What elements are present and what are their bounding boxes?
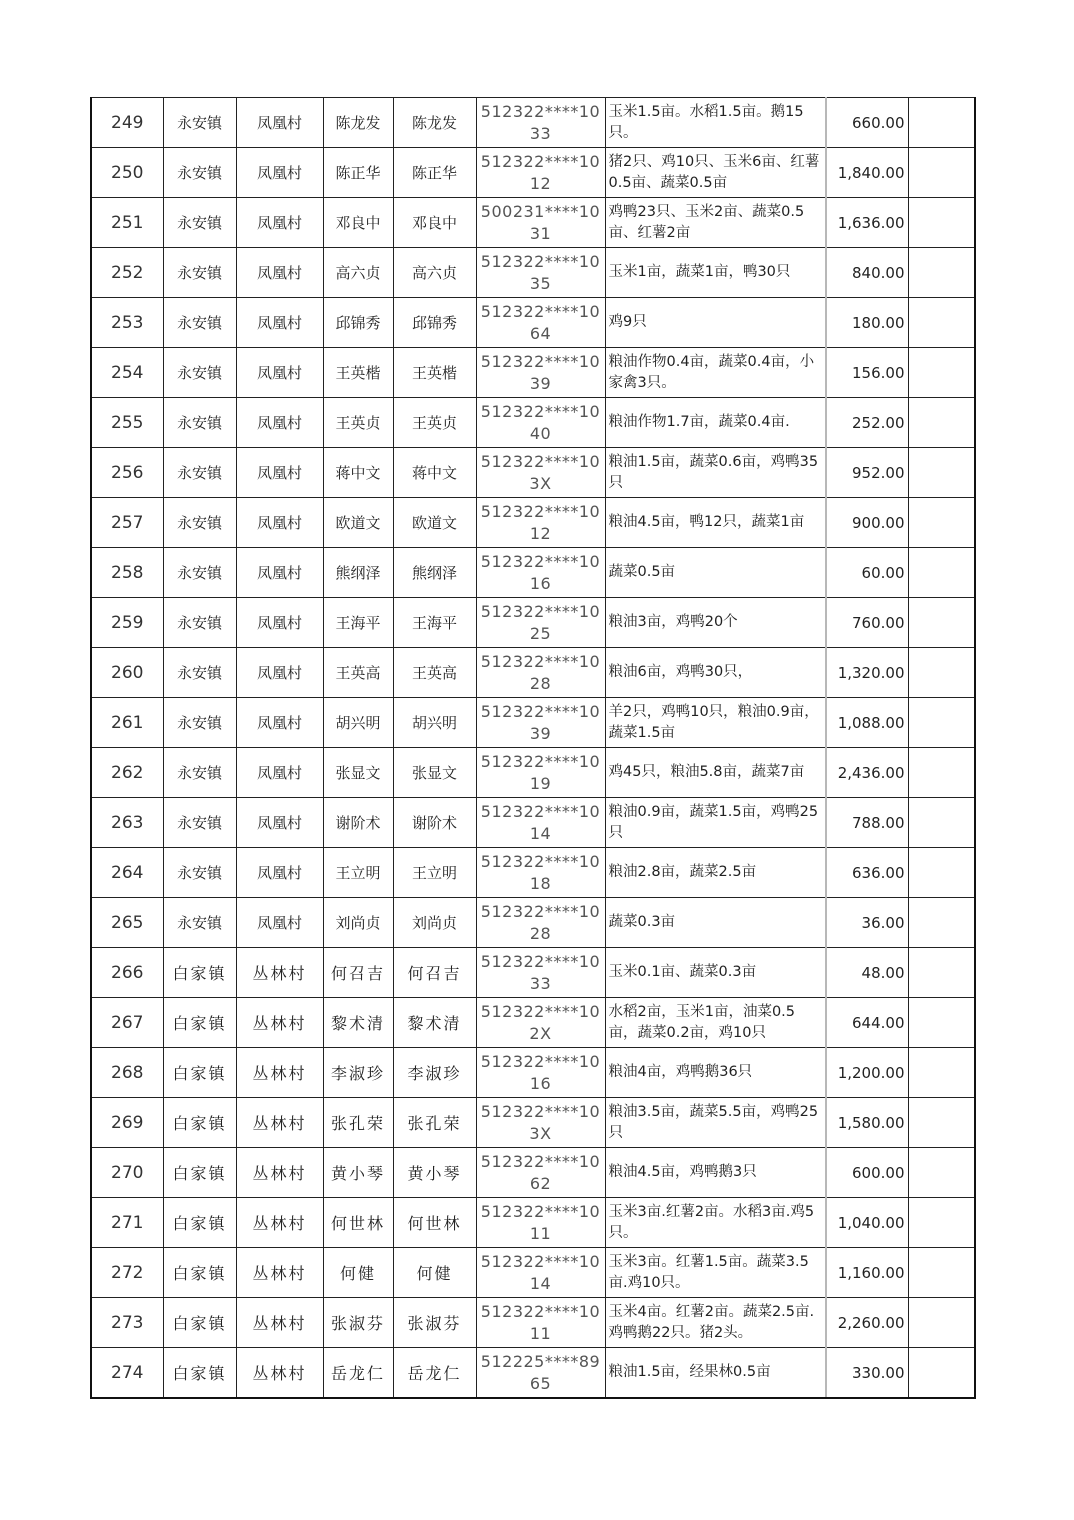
id-number-cell: 512225****8965	[476, 1348, 605, 1399]
name-cell: 熊纲泽	[323, 548, 393, 598]
description-cell: 蔬菜0.5亩	[605, 548, 826, 598]
table-row	[91, 648, 975, 698]
village-cell: 凤凰村	[236, 598, 323, 648]
town-cell: 白家镇	[163, 1148, 236, 1198]
description-cell: 粮油6亩，鸡鸭30只，	[605, 648, 826, 698]
name-cell: 王英楷	[323, 348, 393, 398]
village-cell: 丛林村	[236, 1348, 323, 1399]
table-row	[91, 148, 975, 198]
id-number-cell: 500231****1031	[476, 198, 605, 248]
village-cell: 丛林村	[236, 998, 323, 1048]
payee-cell: 谢阶术	[393, 798, 476, 848]
description-cell: 粮油作物1.7亩，蔬菜0.4亩.	[605, 398, 826, 448]
village-cell: 凤凰村	[236, 848, 323, 898]
description-cell: 鸡鸭23只、玉米2亩、蔬菜0.5亩、红薯2亩	[605, 198, 826, 248]
name-cell: 张孔荣	[323, 1098, 393, 1148]
name-cell: 黎术清	[323, 998, 393, 1048]
description-cell: 粮油3.5亩，蔬菜5.5亩，鸡鸭25只	[605, 1098, 826, 1148]
village-cell: 凤凰村	[236, 348, 323, 398]
town-cell: 白家镇	[163, 1248, 236, 1298]
amount-cell: 1,160.00	[826, 1248, 908, 1298]
id-number-cell: 512322****1039	[476, 698, 605, 748]
village-cell: 凤凰村	[236, 548, 323, 598]
table-row	[91, 798, 975, 848]
row-number-cell: 259	[91, 598, 163, 648]
amount-cell: 36.00	[826, 898, 908, 948]
id-number-cell: 512322****1040	[476, 398, 605, 448]
town-cell: 白家镇	[163, 1098, 236, 1148]
payee-cell: 何世林	[393, 1198, 476, 1248]
payee-cell: 张孔荣	[393, 1098, 476, 1148]
note-cell	[908, 1348, 975, 1399]
row-number-cell: 273	[91, 1298, 163, 1348]
payee-cell: 蒋中文	[393, 448, 476, 498]
payee-cell: 王立明	[393, 848, 476, 898]
village-cell: 丛林村	[236, 1148, 323, 1198]
village-cell: 凤凰村	[236, 498, 323, 548]
amount-cell: 180.00	[826, 298, 908, 348]
description-cell: 粮油1.5亩，蔬菜0.6亩，鸡鸭35只	[605, 448, 826, 498]
row-number-cell: 256	[91, 448, 163, 498]
row-number-cell: 257	[91, 498, 163, 548]
row-number-cell: 253	[91, 298, 163, 348]
payee-cell: 岳龙仁	[393, 1348, 476, 1399]
id-number-cell: 512322****1062	[476, 1148, 605, 1198]
town-cell: 永安镇	[163, 798, 236, 848]
table-row	[91, 748, 975, 798]
town-cell: 永安镇	[163, 398, 236, 448]
description-cell: 玉米3亩.红薯2亩。水稻3亩.鸡5只。	[605, 1198, 826, 1248]
amount-cell: 1,636.00	[826, 198, 908, 248]
payee-cell: 陈龙发	[393, 98, 476, 148]
note-cell	[908, 98, 975, 148]
payee-cell: 刘尚贞	[393, 898, 476, 948]
name-cell: 王英贞	[323, 398, 393, 448]
name-cell: 胡兴明	[323, 698, 393, 748]
note-cell	[908, 1048, 975, 1098]
village-cell: 丛林村	[236, 1098, 323, 1148]
note-cell	[908, 298, 975, 348]
description-cell: 玉米3亩。红薯1.5亩。蔬菜3.5亩.鸡10只。	[605, 1248, 826, 1298]
village-cell: 凤凰村	[236, 698, 323, 748]
village-cell: 凤凰村	[236, 198, 323, 248]
village-cell: 丛林村	[236, 1248, 323, 1298]
description-cell: 粮油2.8亩，蔬菜2.5亩	[605, 848, 826, 898]
payee-cell: 何召吉	[393, 948, 476, 998]
payee-cell: 何健	[393, 1248, 476, 1298]
row-number-cell: 269	[91, 1098, 163, 1148]
village-cell: 凤凰村	[236, 448, 323, 498]
town-cell: 白家镇	[163, 1198, 236, 1248]
description-cell: 粮油4.5亩，鸡鸭鹅3只	[605, 1148, 826, 1198]
note-cell	[908, 598, 975, 648]
name-cell: 刘尚贞	[323, 898, 393, 948]
name-cell: 岳龙仁	[323, 1348, 393, 1399]
row-number-cell: 264	[91, 848, 163, 898]
amount-cell: 660.00	[826, 98, 908, 148]
id-number-cell: 512322****1012	[476, 148, 605, 198]
description-cell: 玉米4亩。红薯2亩。蔬菜2.5亩.鸡鸭鹅22只。猪2头。	[605, 1298, 826, 1348]
id-number-cell: 512322****1028	[476, 648, 605, 698]
description-cell: 水稻2亩，玉米1亩，油菜0.5亩，蔬菜0.2亩，鸡10只	[605, 998, 826, 1048]
id-number-cell: 512322****1025	[476, 598, 605, 648]
town-cell: 永安镇	[163, 248, 236, 298]
town-cell: 永安镇	[163, 198, 236, 248]
note-cell	[908, 448, 975, 498]
amount-cell: 760.00	[826, 598, 908, 648]
description-cell: 玉米1亩，蔬菜1亩，鸭30只	[605, 248, 826, 298]
village-cell: 丛林村	[236, 1198, 323, 1248]
name-cell: 张显文	[323, 748, 393, 798]
village-cell: 丛林村	[236, 1048, 323, 1098]
subsidy-table	[90, 97, 976, 1399]
table-body	[91, 98, 975, 1399]
payee-cell: 王英楷	[393, 348, 476, 398]
town-cell: 永安镇	[163, 648, 236, 698]
note-cell	[908, 748, 975, 798]
table-row	[91, 1248, 975, 1298]
row-number-cell: 250	[91, 148, 163, 198]
payee-cell: 黄小琴	[393, 1148, 476, 1198]
description-cell: 蔬菜0.3亩	[605, 898, 826, 948]
payee-cell: 张淑芬	[393, 1298, 476, 1348]
note-cell	[908, 348, 975, 398]
note-cell	[908, 498, 975, 548]
town-cell: 永安镇	[163, 98, 236, 148]
description-cell: 羊2只，鸡鸭10只，粮油0.9亩，蔬菜1.5亩	[605, 698, 826, 748]
village-cell: 凤凰村	[236, 398, 323, 448]
town-cell: 白家镇	[163, 1048, 236, 1098]
payee-cell: 熊纲泽	[393, 548, 476, 598]
id-number-cell: 512322****103X	[476, 1098, 605, 1148]
town-cell: 永安镇	[163, 548, 236, 598]
town-cell: 白家镇	[163, 948, 236, 998]
amount-cell: 952.00	[826, 448, 908, 498]
payee-cell: 王英高	[393, 648, 476, 698]
row-number-cell: 274	[91, 1348, 163, 1399]
row-number-cell: 260	[91, 648, 163, 698]
town-cell: 白家镇	[163, 1348, 236, 1399]
payee-cell: 邓良中	[393, 198, 476, 248]
town-cell: 白家镇	[163, 1298, 236, 1348]
description-cell: 猪2只、鸡10只、玉米6亩、红薯0.5亩、蔬菜0.5亩	[605, 148, 826, 198]
table-row	[91, 548, 975, 598]
village-cell: 丛林村	[236, 1298, 323, 1348]
id-number-cell: 512322****1064	[476, 298, 605, 348]
name-cell: 陈正华	[323, 148, 393, 198]
town-cell: 永安镇	[163, 348, 236, 398]
id-number-cell: 512322****1019	[476, 748, 605, 798]
name-cell: 王立明	[323, 848, 393, 898]
note-cell	[908, 948, 975, 998]
row-number-cell: 272	[91, 1248, 163, 1298]
table-row	[91, 848, 975, 898]
id-number-cell: 512322****1014	[476, 798, 605, 848]
description-cell: 玉米1.5亩。水稻1.5亩。鹅15只。	[605, 98, 826, 148]
amount-cell: 636.00	[826, 848, 908, 898]
description-cell: 粮油1.5亩，经果林0.5亩	[605, 1348, 826, 1399]
description-cell: 粮油3亩，鸡鸭20个	[605, 598, 826, 648]
name-cell: 何健	[323, 1248, 393, 1298]
payee-cell: 邱锦秀	[393, 298, 476, 348]
name-cell: 李淑珍	[323, 1048, 393, 1098]
name-cell: 何世林	[323, 1198, 393, 1248]
table-row	[91, 498, 975, 548]
payee-cell: 高六贞	[393, 248, 476, 298]
village-cell: 凤凰村	[236, 248, 323, 298]
amount-cell: 156.00	[826, 348, 908, 398]
name-cell: 谢阶术	[323, 798, 393, 848]
table-row	[91, 1298, 975, 1348]
name-cell: 蒋中文	[323, 448, 393, 498]
description-cell: 粮油作物0.4亩，蔬菜0.4亩，小家禽3只。	[605, 348, 826, 398]
amount-cell: 48.00	[826, 948, 908, 998]
table-row	[91, 1098, 975, 1148]
row-number-cell: 252	[91, 248, 163, 298]
name-cell: 张淑芬	[323, 1298, 393, 1348]
table-row	[91, 1348, 975, 1399]
id-number-cell: 512322****1033	[476, 948, 605, 998]
village-cell: 凤凰村	[236, 898, 323, 948]
amount-cell: 330.00	[826, 1348, 908, 1399]
table-row	[91, 1048, 975, 1098]
id-number-cell: 512322****103X	[476, 448, 605, 498]
name-cell: 邱锦秀	[323, 298, 393, 348]
table-row	[91, 598, 975, 648]
id-number-cell: 512322****1016	[476, 548, 605, 598]
town-cell: 永安镇	[163, 848, 236, 898]
payee-cell: 李淑珍	[393, 1048, 476, 1098]
table-row	[91, 698, 975, 748]
note-cell	[908, 148, 975, 198]
id-number-cell: 512322****1018	[476, 848, 605, 898]
amount-cell: 1,840.00	[826, 148, 908, 198]
note-cell	[908, 698, 975, 748]
amount-cell: 1,320.00	[826, 648, 908, 698]
id-number-cell: 512322****1016	[476, 1048, 605, 1098]
description-cell: 鸡45只，粮油5.8亩，蔬菜7亩	[605, 748, 826, 798]
table-row	[91, 398, 975, 448]
row-number-cell: 261	[91, 698, 163, 748]
payee-cell: 张显文	[393, 748, 476, 798]
note-cell	[908, 898, 975, 948]
table-row	[91, 348, 975, 398]
note-cell	[908, 648, 975, 698]
row-number-cell: 271	[91, 1198, 163, 1248]
town-cell: 永安镇	[163, 498, 236, 548]
name-cell: 黄小琴	[323, 1148, 393, 1198]
town-cell: 白家镇	[163, 998, 236, 1048]
note-cell	[908, 798, 975, 848]
payee-cell: 欧道文	[393, 498, 476, 548]
row-number-cell: 268	[91, 1048, 163, 1098]
note-cell	[908, 248, 975, 298]
id-number-cell: 512322****1028	[476, 898, 605, 948]
row-number-cell: 267	[91, 998, 163, 1048]
amount-cell: 252.00	[826, 398, 908, 448]
id-number-cell: 512322****1014	[476, 1248, 605, 1298]
description-cell: 鸡9只	[605, 298, 826, 348]
description-cell: 粮油4亩，鸡鸭鹅36只	[605, 1048, 826, 1098]
amount-cell: 644.00	[826, 998, 908, 1048]
row-number-cell: 258	[91, 548, 163, 598]
amount-cell: 788.00	[826, 798, 908, 848]
name-cell: 高六贞	[323, 248, 393, 298]
table-row	[91, 998, 975, 1048]
note-cell	[908, 548, 975, 598]
note-cell	[908, 1248, 975, 1298]
amount-cell: 60.00	[826, 548, 908, 598]
amount-cell: 600.00	[826, 1148, 908, 1198]
note-cell	[908, 998, 975, 1048]
payee-cell: 王海平	[393, 598, 476, 648]
town-cell: 永安镇	[163, 448, 236, 498]
table-row	[91, 948, 975, 998]
village-cell: 凤凰村	[236, 748, 323, 798]
id-number-cell: 512322****1012	[476, 498, 605, 548]
note-cell	[908, 1298, 975, 1348]
note-cell	[908, 398, 975, 448]
row-number-cell: 262	[91, 748, 163, 798]
row-number-cell: 251	[91, 198, 163, 248]
amount-cell: 2,436.00	[826, 748, 908, 798]
amount-cell: 1,580.00	[826, 1098, 908, 1148]
id-number-cell: 512322****1011	[476, 1298, 605, 1348]
village-cell: 凤凰村	[236, 148, 323, 198]
table-row	[91, 248, 975, 298]
table-row	[91, 1198, 975, 1248]
amount-cell: 1,040.00	[826, 1198, 908, 1248]
amount-cell: 1,200.00	[826, 1048, 908, 1098]
town-cell: 永安镇	[163, 748, 236, 798]
town-cell: 永安镇	[163, 298, 236, 348]
note-cell	[908, 848, 975, 898]
id-number-cell: 512322****1035	[476, 248, 605, 298]
description-cell: 粮油0.9亩，蔬菜1.5亩，鸡鸭25只	[605, 798, 826, 848]
row-number-cell: 254	[91, 348, 163, 398]
town-cell: 永安镇	[163, 598, 236, 648]
amount-cell: 840.00	[826, 248, 908, 298]
row-number-cell: 265	[91, 898, 163, 948]
description-cell: 玉米0.1亩、蔬菜0.3亩	[605, 948, 826, 998]
table-row	[91, 448, 975, 498]
name-cell: 邓良中	[323, 198, 393, 248]
row-number-cell: 249	[91, 98, 163, 148]
village-cell: 丛林村	[236, 948, 323, 998]
payee-cell: 黎术清	[393, 998, 476, 1048]
town-cell: 永安镇	[163, 148, 236, 198]
description-cell: 粮油4.5亩，鸭12只，蔬菜1亩	[605, 498, 826, 548]
note-cell	[908, 198, 975, 248]
amount-cell: 1,088.00	[826, 698, 908, 748]
name-cell: 何召吉	[323, 948, 393, 998]
name-cell: 欧道文	[323, 498, 393, 548]
id-number-cell: 512322****102X	[476, 998, 605, 1048]
row-number-cell: 270	[91, 1148, 163, 1198]
payee-cell: 陈正华	[393, 148, 476, 198]
payee-cell: 胡兴明	[393, 698, 476, 748]
row-number-cell: 266	[91, 948, 163, 998]
table-row	[91, 298, 975, 348]
table-row	[91, 898, 975, 948]
payee-cell: 王英贞	[393, 398, 476, 448]
id-number-cell: 512322****1011	[476, 1198, 605, 1248]
village-cell: 凤凰村	[236, 298, 323, 348]
row-number-cell: 263	[91, 798, 163, 848]
town-cell: 永安镇	[163, 698, 236, 748]
name-cell: 王英高	[323, 648, 393, 698]
amount-cell: 900.00	[826, 498, 908, 548]
table-row	[91, 198, 975, 248]
table-row	[91, 98, 975, 148]
row-number-cell: 255	[91, 398, 163, 448]
village-cell: 凤凰村	[236, 98, 323, 148]
id-number-cell: 512322****1033	[476, 98, 605, 148]
amount-cell: 2,260.00	[826, 1298, 908, 1348]
town-cell: 永安镇	[163, 898, 236, 948]
village-cell: 凤凰村	[236, 648, 323, 698]
name-cell: 王海平	[323, 598, 393, 648]
table-row	[91, 1148, 975, 1198]
note-cell	[908, 1198, 975, 1248]
village-cell: 凤凰村	[236, 798, 323, 848]
note-cell	[908, 1098, 975, 1148]
note-cell	[908, 1148, 975, 1198]
id-number-cell: 512322****1039	[476, 348, 605, 398]
name-cell: 陈龙发	[323, 98, 393, 148]
